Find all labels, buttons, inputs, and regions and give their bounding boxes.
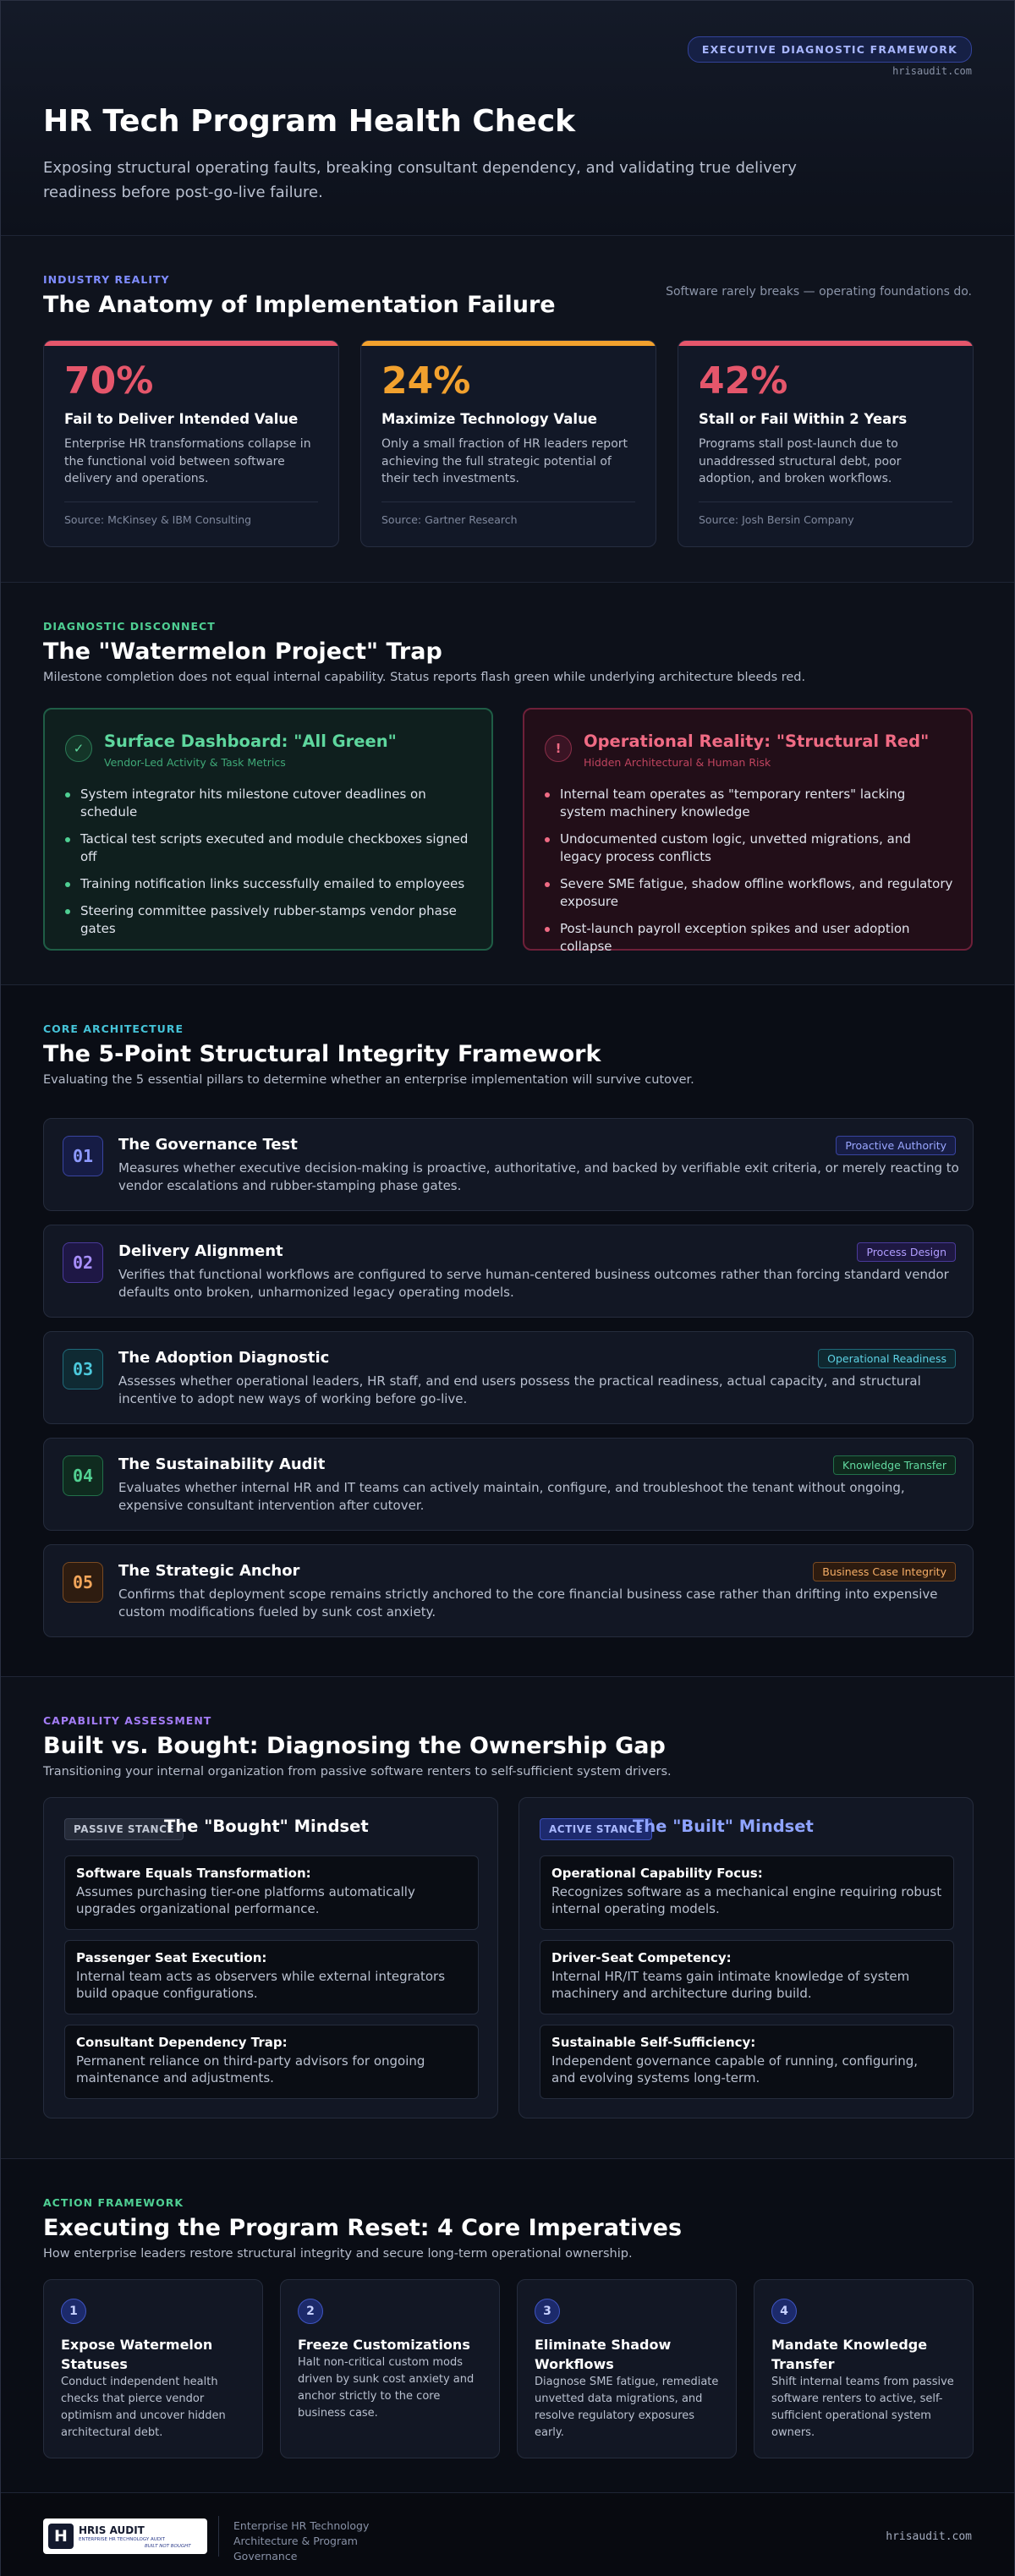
stat-accent-bar [361,341,656,346]
stat-source: Source: McKinsey & IBM Consulting [64,513,252,526]
list-item [545,920,954,956]
list-item [65,786,475,821]
surface-dashboard-title: Surface Dashboard: "All Green" [104,732,397,751]
list-item [545,786,954,821]
imperative-title: Eliminate Shadow Workflows [535,2337,672,2372]
pillar-number: 05 [63,1562,103,1603]
bought-mindset-panel [43,1797,498,2118]
stat-body: Programs stall post-launch due to unaddressed structural debt, poor adoption, and broken workflows. [699,437,902,485]
stat-body: Only a small fraction of HR leaders report achieving the full strategic potential of their tech investments. [381,437,628,485]
list-item [65,875,475,893]
built-item [540,2025,954,2099]
pillar-number: 02 [63,1242,103,1283]
watermelon-eyebrow: DIAGNOSTIC DISCONNECT [43,620,216,633]
bought-item-title: Passenger Seat Execution: [76,1950,267,1965]
anatomy-title: The Anatomy of Implementation Failure [43,292,556,318]
pillar-number: 04 [63,1455,103,1496]
pillar-title: Delivery Alignment [118,1242,283,1260]
bought-item [64,1940,479,2014]
logo-tagline-secondary: BUILT NOT BOUGHT [145,2544,191,2549]
imperative-number: 4 [771,2299,797,2324]
built-item-desc: Internal HR/IT teams gain intimate knowledge of system machinery and architecture during build. [551,1969,910,2001]
stat-card [43,340,339,547]
ownership-desc: Transitioning your internal organization from passive software renters to self-sufficient system drivers. [43,1765,672,1779]
passive-stance-pill: PASSIVE STANCE [64,1818,184,1840]
imperative-desc: Conduct independent health checks that pierce vendor optimism and uncover hidden architectural debt. [61,2376,226,2439]
stat-card [360,340,656,547]
stat-value: 70% [64,359,154,403]
framework-pillar [43,1225,974,1318]
anatomy-eyebrow: INDUSTRY REALITY [43,273,170,286]
pillar-tag: Business Case Integrity [813,1562,956,1581]
imperative-number: 3 [535,2299,560,2324]
framework-pillar [43,1438,974,1531]
logo-mark-icon: H [48,2524,74,2549]
imperative-desc: Halt non-critical custom mods driven by sunk cost anxiety and anchor strictly to the core business case. [298,2356,475,2420]
page-subtitle: Exposing structural operating faults, breaking consultant dependency, and validating true delivery readiness before post-go-live failure. [43,159,797,201]
list-item-text: Training notification links successfully emailed to employees [80,876,465,891]
bought-item-desc: Assumes purchasing tier-one platforms automatically upgrades organizational performance. [76,1884,415,1916]
active-stance-pill: ACTIVE STANCE [540,1818,652,1840]
pillar-title: The Sustainability Audit [118,1455,326,1473]
bullet-icon [545,837,550,842]
ownership-eyebrow: CAPABILITY ASSESSMENT [43,1714,212,1727]
imperative-card [280,2279,500,2458]
bought-item-title: Software Equals Transformation: [76,1866,311,1881]
list-item-text: Steering committee passively rubber-stamps vendor phase gates [80,903,457,936]
imperative-card [517,2279,737,2458]
framework-pillar [43,1544,974,1637]
built-item-title: Operational Capability Focus: [551,1866,763,1881]
imperative-number: 1 [61,2299,86,2324]
list-item-text: Severe SME fatigue, shadow offline workflows, and regulatory exposure [560,876,953,909]
list-item-text: Tactical test scripts executed and module checkboxes signed off [80,831,469,864]
imperative-title: Freeze Customizations [298,2337,470,2353]
footer-domain-link[interactable]: hrisaudit.com [886,2530,972,2543]
pillar-number: 03 [63,1349,103,1389]
bullet-icon [545,927,550,932]
bought-item-desc: Internal team acts as observers while external integrators build opaque configurations. [76,1969,446,2001]
operational-reality-title: Operational Reality: "Structural Red" [584,732,930,751]
imperative-desc: Shift internal teams from passive software renters to active, self-sufficient operational system owners. [771,2376,954,2439]
pillar-tag: Knowledge Transfer [833,1455,956,1475]
pillar-title: The Governance Test [118,1136,298,1154]
hero-section [1,1,1014,236]
list-item-text: Undocumented custom logic, unvetted migrations, and legacy process conflicts [560,831,911,864]
list-item-text: Internal team operates as "temporary renters" lacking system machinery knowledge [560,787,906,819]
anatomy-aside: Software rarely breaks — operating foundations do. [666,285,972,299]
logo-tagline: ENTERPRISE HR TECHNOLOGY AUDIT [79,2537,165,2542]
list-item [545,830,954,866]
bullet-icon [65,882,70,887]
imperative-card [754,2279,974,2458]
bullet-icon [65,909,70,914]
imperative-title: Expose Watermelon Statuses [61,2337,213,2372]
pillar-desc: Assesses whether operational leaders, HR staff, and end users possess the practical readiness, actual capacity, and structural incentive to adopt new ways of working before go-live. [118,1373,921,1406]
pillar-title: The Strategic Anchor [118,1562,300,1580]
stat-accent-bar [44,341,338,346]
imperative-title: Mandate Knowledge Transfer [771,2337,928,2372]
framework-title: The 5-Point Structural Integrity Framework [43,1041,601,1067]
list-item [65,830,475,866]
check-icon: ✓ [65,735,92,762]
bullet-icon [65,837,70,842]
pillar-desc: Confirms that deployment scope remains strictly anchored to the core financial business case rather than drifting into expensive custom modifications fueled by sunk cost anxiety. [118,1587,938,1620]
footer-divider [218,2516,219,2557]
framework-badge: EXECUTIVE DIAGNOSTIC FRAMEWORK [688,36,972,63]
surface-dashboard-list [65,786,475,947]
action-desc: How enterprise leaders restore structural integrity and secure long-term operational ownership. [43,2247,633,2261]
pillar-tag: Process Design [857,1242,956,1262]
stat-value: 24% [381,359,471,403]
stat-value: 42% [699,359,788,403]
list-item [65,902,475,938]
logo-name: HRIS AUDIT [79,2524,145,2536]
stat-source: Source: Josh Bersin Company [699,513,854,526]
list-item-text: System integrator hits milestone cutover deadlines on schedule [80,787,426,819]
action-title: Executing the Program Reset: 4 Core Imperatives [43,2215,683,2241]
pillar-number: 01 [63,1136,103,1176]
stat-source: Source: Gartner Research [381,513,518,526]
action-eyebrow: ACTION FRAMEWORK [43,2196,184,2209]
ownership-title: Built vs. Bought: Diagnosing the Ownership Gap [43,1733,666,1759]
built-item [540,1855,954,1930]
surface-dashboard-subtitle: Vendor-Led Activity & Task Metrics [104,756,286,769]
bought-item [64,2025,479,2099]
pillar-desc: Evaluates whether internal HR and IT teams can actively maintain, configure, and troubleshoot the tenant without ongoing, expensive consultant intervention after cutover. [118,1480,905,1513]
built-item-title: Driver-Seat Competency: [551,1950,732,1965]
pillar-tag: Proactive Authority [836,1136,956,1155]
stat-body: Enterprise HR transformations collapse in the functional void between software delivery and operations. [64,437,311,485]
bought-item-desc: Permanent reliance on third-party advisors for ongoing maintenance and adjustments. [76,2053,425,2085]
hris-audit-logo[interactable] [43,2518,207,2554]
imperative-number: 2 [298,2299,323,2324]
bought-item [64,1855,479,1930]
alert-icon: ! [545,735,572,762]
stat-heading: Stall or Fail Within 2 Years [699,411,908,427]
built-mindset-panel [518,1797,974,2118]
pillar-desc: Verifies that functional workflows are configured to serve human-centered business outcomes rather than forcing standard vendor defaults onto broken, unharmonized legacy operating models. [118,1267,949,1300]
framework-desc: Evaluating the 5 essential pillars to determine whether an enterprise implementation will survive cutover. [43,1073,694,1087]
bullet-icon [545,882,550,887]
imperative-card [43,2279,263,2458]
built-item-desc: Recognizes software as a mechanical engine requiring robust internal operating models. [551,1884,942,1916]
footer-description: Enterprise HR Technology Architecture & Program Governance [233,2519,370,2562]
bullet-icon [65,792,70,797]
stat-heading: Fail to Deliver Intended Value [64,411,299,427]
framework-pillar [43,1118,974,1211]
divider [699,501,952,502]
divider [64,501,318,502]
list-item-text: Post-launch payroll exception spikes and user adoption collapse [560,921,910,954]
divider [381,501,635,502]
list-item [545,875,954,911]
operational-reality-card [523,708,973,954]
framework-eyebrow: CORE ARCHITECTURE [43,1022,184,1035]
page-title: HR Tech Program Health Check [43,104,576,139]
surface-dashboard-card [43,708,493,951]
footer [1,2492,1014,2576]
bought-item-title: Consultant Dependency Trap: [76,2035,288,2050]
stat-card [678,340,974,547]
bullet-icon [545,792,550,797]
bought-mindset-title: The "Bought" Mindset [164,1817,369,1836]
operational-reality-list [545,786,954,965]
watermelon-title: The "Watermelon Project" Trap [43,639,442,665]
operational-reality-subtitle: Hidden Architectural & Human Risk [584,756,771,769]
built-mindset-title: The "Built" Mindset [633,1817,814,1836]
built-item-title: Sustainable Self-Sufficiency: [551,2035,756,2050]
watermelon-desc: Milestone completion does not equal internal capability. Status reports flash green while underlying architecture bleeds red. [43,671,806,684]
hero-domain: hrisaudit.com [892,65,972,77]
framework-pillar [43,1331,974,1424]
pillar-desc: Measures whether executive decision-making is proactive, authoritative, and backed by verifiable exit criteria, or merely reacting to vendor escalations and rubber-stamping phase gates. [118,1160,959,1193]
imperative-desc: Diagnose SME fatigue, remediate unvetted data migrations, and resolve regulatory exposures early. [535,2376,719,2439]
pillar-tag: Operational Readiness [818,1349,956,1368]
built-item-desc: Independent governance capable of running, configuring, and evolving systems long-term. [551,2053,919,2085]
stat-heading: Maximize Technology Value [381,411,598,427]
pillar-title: The Adoption Diagnostic [118,1349,330,1367]
stat-accent-bar [678,341,973,346]
built-item [540,1940,954,2014]
